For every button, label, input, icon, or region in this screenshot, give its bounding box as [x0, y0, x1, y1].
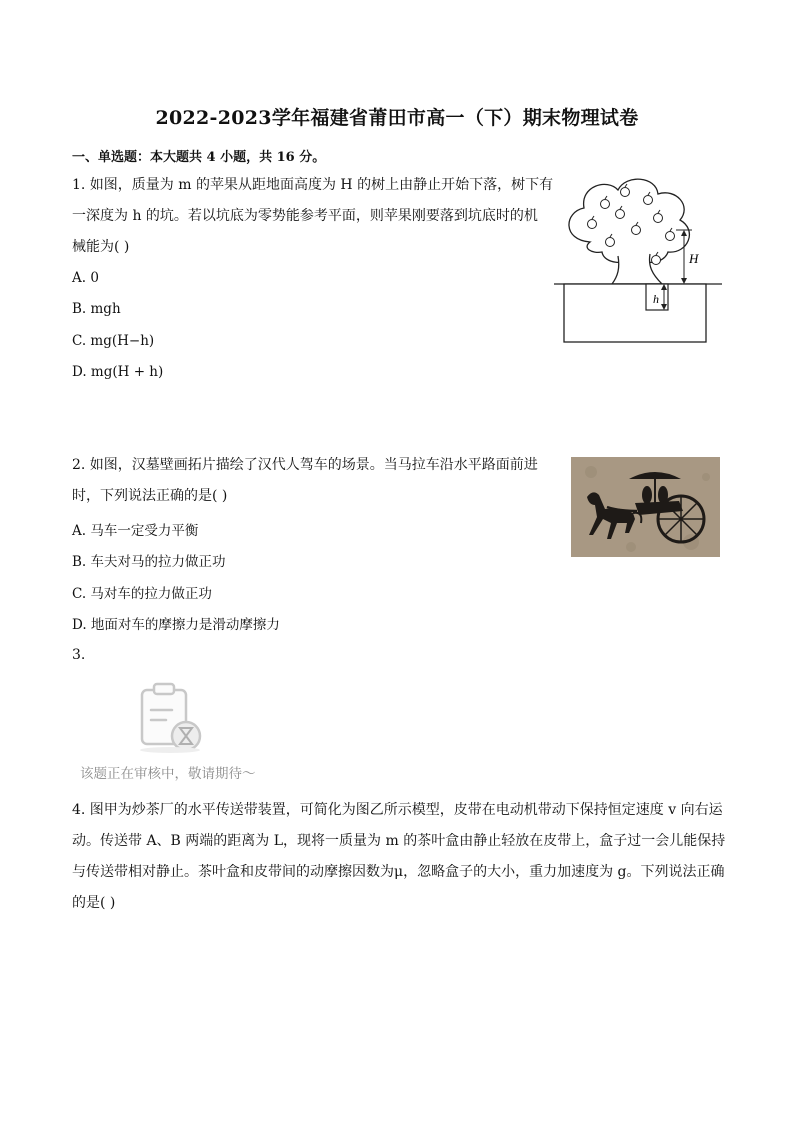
q4-line-3: 与传送带相对静止。茶叶盒和皮带间的动摩擦因数为μ，忽略盒子的大小，重力加速度为 g。下列说法正确: [72, 864, 725, 880]
q2-option-b: B. 车夫对马的拉力做正功: [72, 554, 226, 570]
exam-title: 2022-2023学年福建省莆田市高一（下）期末物理试卷: [155, 107, 639, 129]
q1-option-a: A. 0: [72, 270, 99, 286]
q2-line-2: 时，下列说法正确的是( ): [72, 488, 228, 504]
depth-label-h: h: [653, 292, 659, 306]
q1-option-b: B. mgh: [72, 301, 121, 317]
height-label-H: H: [689, 251, 699, 266]
q1-option-d: D. mg(H + h): [72, 364, 164, 380]
q1-option-c: C. mg(H−h): [72, 333, 155, 349]
q1-line-3: 械能为( ): [72, 239, 130, 255]
q4-line-2: 动。传送带 A、B 两端的距离为 L，现将一质量为 m 的茶叶盒由静止轻放在皮带上，盒子过一会儿能保持: [72, 833, 726, 849]
apple-tree-figure: [552, 172, 724, 348]
q4-line-4: 的是( ): [72, 895, 116, 911]
han-chariot-rubbing-image: [571, 457, 720, 557]
pending-review-icon: [132, 680, 208, 754]
q4-line-1: 4. 图甲为炒茶厂的水平传送带装置，可简化为图乙所示模型，皮带在电动机带动下保持恒定速度 v 向右运: [72, 802, 723, 818]
q1-line-1: 1. 如图，质量为 m 的苹果从距地面高度为 H 的树上由静止开始下落，树下有: [72, 177, 554, 193]
q2-line-1: 2. 如图，汉墓壁画拓片描绘了汉代人驾车的场景。当马拉车沿水平路面前进: [72, 457, 538, 473]
q3-number: 3.: [72, 647, 86, 663]
q1-line-2: 一深度为 h 的坑。若以坑底为零势能参考平面，则苹果刚要落到坑底时的机: [72, 208, 538, 224]
section-heading: 一、单选题：本大题共 4 小题，共 16 分。: [72, 150, 326, 165]
q2-option-c: C. 马对车的拉力做正功: [72, 586, 212, 602]
review-pending-message: 该题正在审核中，敬请期待～: [80, 766, 256, 782]
q2-option-d: D. 地面对车的摩擦力是滑动摩擦力: [72, 617, 280, 633]
q2-option-a: A. 马车一定受力平衡: [72, 523, 199, 539]
